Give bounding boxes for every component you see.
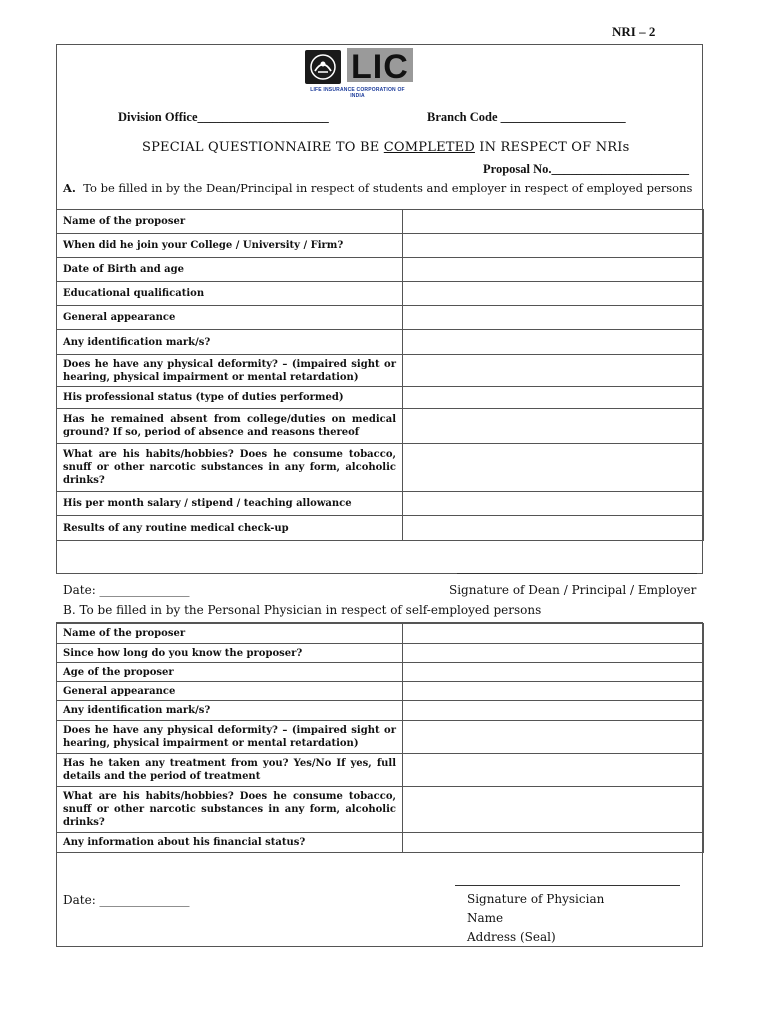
answer-cell[interactable] — [403, 306, 704, 330]
branch-code-field[interactable]: Branch Code ____________________ — [427, 110, 626, 124]
question-label: Since how long do you know the proposer? — [57, 644, 403, 663]
question-label: Name of the proposer — [57, 624, 403, 644]
section-b-date-field[interactable]: Date: _______________ — [63, 893, 190, 907]
table-row — [57, 663, 704, 682]
physician-name-label: Name — [467, 911, 504, 925]
question-label: What are his habits/hobbies? Does he consume tobacco, snuff or other narcotic substances in any form, alcoholic drinks? — [57, 787, 403, 833]
question-label: His per month salary / stipend / teaching allowance — [57, 492, 403, 516]
page-title: SPECIAL QUESTIONNAIRE TO BE COMPLETED IN RESPECT OF NRIs — [142, 140, 630, 155]
physician-signature-label: Signature of Physician — [467, 892, 605, 906]
table-row — [57, 492, 704, 516]
question-label: When did he join your College / University / Firm? — [57, 234, 403, 258]
table-row — [57, 409, 704, 444]
physician-signature-line — [455, 885, 680, 886]
answer-cell[interactable] — [403, 721, 704, 754]
lic-logo — [305, 48, 410, 99]
answer-cell[interactable] — [403, 355, 704, 387]
answer-cell[interactable] — [403, 210, 704, 234]
section-a-table — [56, 209, 704, 541]
table-row — [57, 682, 704, 701]
section-b-instruction: B. To be filled in by the Personal Physician in respect of self-employed persons — [63, 603, 542, 617]
physician-address-label: Address (Seal) — [467, 930, 556, 944]
answer-cell[interactable] — [403, 682, 704, 701]
question-label: His professional status (type of duties performed) — [57, 387, 403, 409]
table-row — [57, 721, 704, 754]
question-label: Results of any routine medical check-up — [57, 516, 403, 541]
dean-signature-line — [457, 573, 697, 574]
table-row — [57, 516, 704, 541]
answer-cell[interactable] — [403, 644, 704, 663]
table-row — [57, 306, 704, 330]
question-label: Has he remained absent from college/duties on medical ground? If so, period of absence and reasons thereof — [57, 409, 403, 444]
table-row — [57, 754, 704, 787]
question-label: General appearance — [57, 306, 403, 330]
question-label: Date of Birth and age — [57, 258, 403, 282]
answer-cell[interactable] — [403, 444, 704, 492]
question-label: Any identification mark/s? — [57, 330, 403, 355]
question-label: Educational qualification — [57, 282, 403, 306]
answer-cell[interactable] — [403, 330, 704, 355]
answer-cell[interactable] — [403, 282, 704, 306]
table-row — [57, 234, 704, 258]
table-row — [57, 387, 704, 409]
answer-cell[interactable] — [403, 787, 704, 833]
logo-text: LIC — [347, 48, 413, 82]
answer-cell[interactable] — [403, 624, 704, 644]
answer-cell[interactable] — [403, 234, 704, 258]
table-row — [57, 644, 704, 663]
table-row — [57, 701, 704, 721]
proposal-number-field[interactable]: Proposal No.______________________ — [483, 162, 690, 176]
division-office-field[interactable]: Division Office_____________________ — [118, 110, 329, 124]
answer-cell[interactable] — [403, 663, 704, 682]
logo-subtitle: LIFE INSURANCE CORPORATION OF INDIA — [310, 87, 405, 99]
table-row — [57, 258, 704, 282]
answer-cell[interactable] — [403, 754, 704, 787]
table-row — [57, 282, 704, 306]
form-number: NRI – 2 — [612, 24, 656, 39]
table-row — [57, 624, 704, 644]
question-label: Any identification mark/s? — [57, 701, 403, 721]
table-row — [57, 833, 704, 853]
answer-cell[interactable] — [403, 387, 704, 409]
section-b-table — [56, 623, 704, 853]
table-row — [57, 787, 704, 833]
section-a-date-field[interactable]: Date: _______________ — [63, 583, 190, 597]
answer-cell[interactable] — [403, 833, 704, 853]
lic-emblem-icon — [305, 50, 341, 84]
question-label: Does he have any physical deformity? – (impaired sight or hearing, physical impairment or mental retardation) — [57, 355, 403, 387]
answer-cell[interactable] — [403, 516, 704, 541]
answer-cell[interactable] — [403, 409, 704, 444]
answer-cell[interactable] — [403, 701, 704, 721]
question-label: Name of the proposer — [57, 210, 403, 234]
answer-cell[interactable] — [403, 258, 704, 282]
question-label: General appearance — [57, 682, 403, 701]
question-label: Does he have any physical deformity? – (impaired sight or hearing, physical impairment or mental retardation) — [57, 721, 403, 754]
answer-cell[interactable] — [403, 492, 704, 516]
dean-signature-label: Signature of Dean / Principal / Employer — [449, 583, 697, 597]
table-row — [57, 355, 704, 387]
table-row — [57, 330, 704, 355]
question-label: Age of the proposer — [57, 663, 403, 682]
question-label: What are his habits/hobbies? Does he consume tobacco, snuff or other narcotic substances in any form, alcoholic drinks? — [57, 444, 403, 492]
section-a-instruction: A. To be filled in by the Dean/Principal in respect of students and employer in respect of employed persons — [63, 181, 693, 195]
table-row — [57, 210, 704, 234]
question-label: Any information about his financial status? — [57, 833, 403, 853]
table-row — [57, 444, 704, 492]
question-label: Has he taken any treatment from you? Yes/No If yes, full details and the period of treatment — [57, 754, 403, 787]
